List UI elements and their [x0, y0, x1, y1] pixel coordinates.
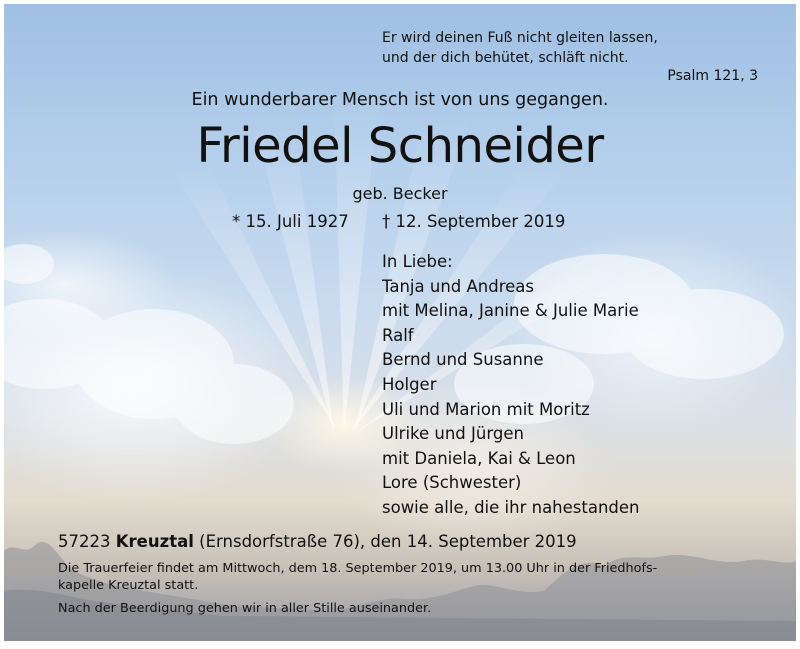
mourner-line: Holger — [382, 374, 437, 394]
birth-date: * 15. Juli 1927 — [232, 212, 349, 231]
verse-line-1: Er wird deinen Fuß nicht gleiten lassen, — [382, 30, 658, 46]
mourner-line: Ulrike und Jürgen — [382, 424, 524, 444]
obituary-card — [4, 4, 796, 641]
mourner-line: Ralf — [382, 325, 414, 345]
mourner-line: Lore (Schwester) — [382, 473, 522, 493]
mourners-list — [382, 250, 640, 521]
service-line-1: Die Trauerfeier findet am Mittwoch, dem 18. September 2019, um 13.00 Uhr in der Friedhofs- — [58, 561, 658, 576]
mourner-line: mit Melina, Janine & Julie Marie — [382, 301, 639, 321]
mourner-line: mit Daniela, Kai & Leon — [382, 448, 576, 468]
mourner-line: sowie alle, die ihr nahestanden — [382, 497, 640, 517]
letter-date: den 14. September 2019 — [370, 532, 577, 551]
mourner-line: Tanja und Andreas — [382, 276, 534, 296]
town-name: Kreuztal — [115, 532, 194, 551]
place-and-date — [58, 532, 577, 551]
service-line-2: kapelle Kreuztal statt. — [58, 578, 199, 593]
death-date: † 12. September 2019 — [382, 212, 566, 231]
intro-text: Ein wunderbarer Mensch ist von uns gegangen. — [191, 90, 609, 110]
mourner-line: Bernd und Susanne — [382, 350, 544, 370]
closing-note: Nach der Beerdigung gehen wir in aller Stille auseinander. — [58, 601, 432, 616]
bible-verse — [382, 28, 658, 68]
funeral-service-info — [58, 560, 657, 594]
verse-reference: Psalm 121, 3 — [667, 68, 758, 84]
mourner-line: Uli und Marion mit Moritz — [382, 399, 590, 419]
verse-line-2: und der dich behütet, schläft nicht. — [382, 50, 629, 66]
postal-code: 57223 — [58, 532, 111, 551]
maiden-name: geb. Becker — [352, 184, 448, 203]
deceased-name: Friedel Schneider — [196, 118, 604, 174]
street-address: (Ernsdorfstraße 76), — [199, 532, 366, 551]
mourners-heading: In Liebe: — [382, 252, 453, 271]
